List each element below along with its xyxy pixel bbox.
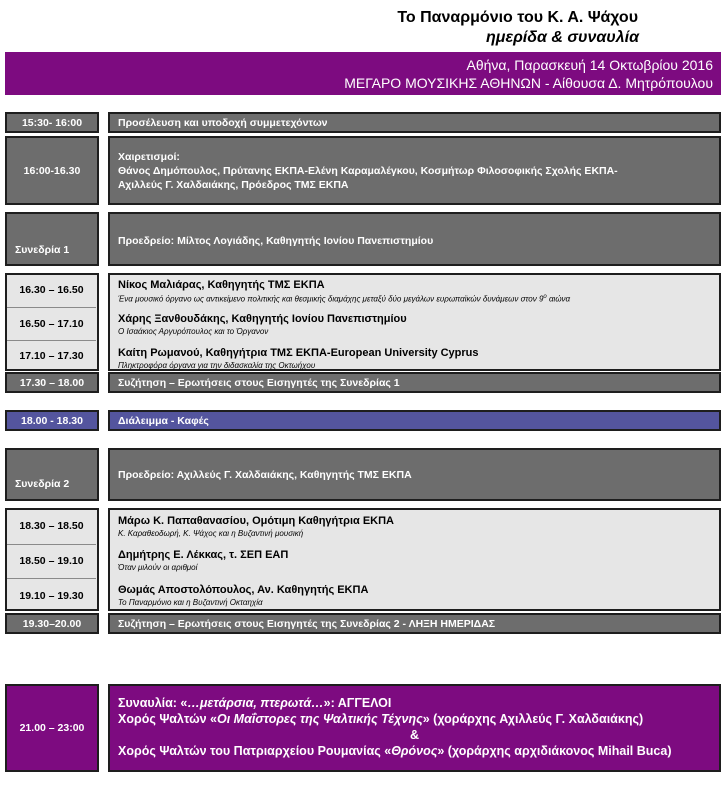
discussion-time-text: 19.30–20.00 <box>22 617 82 630</box>
concert-text: » (χοράρχης αρχιδιάκονος Mihail Buca) <box>437 744 672 758</box>
divider <box>7 307 96 308</box>
concert-ampersand: & <box>409 728 420 742</box>
arrival-time-text: 15:30- 16:00 <box>21 116 83 129</box>
session1-label-text: Συνεδρία 1 <box>15 244 70 256</box>
break-time <box>5 410 99 431</box>
talk-item <box>118 583 711 608</box>
talk-time: 18.30 – 18.50 <box>19 520 84 532</box>
talk-speaker: Μάρω Κ. Παπαθανασίου, Ομότιμη Καθηγήτρια ΕΚΠΑ <box>118 515 395 527</box>
arrival-row <box>108 112 721 133</box>
talk-speaker: Καίτη Ρωμανού, Καθηγήτρια ΤΜΣ ΕΚΠΑ-European University Cyprus <box>118 347 479 359</box>
talk-time: 16.30 – 16.50 <box>19 284 84 296</box>
talk-time: 16.50 – 17.10 <box>19 318 84 330</box>
session2-discussion <box>108 613 721 634</box>
discussion-text: Συζήτηση – Ερωτήσεις στους Εισηγητές της Συνεδρίας 1 <box>118 377 400 389</box>
talk-topic: Κ. Καραθεοδωρή, Κ. Ψάχος και η Βυζαντινή μουσική <box>118 529 304 538</box>
break-row <box>108 410 721 431</box>
talk-item <box>118 312 711 346</box>
concert-line-1 <box>118 695 711 711</box>
talk-item <box>118 548 711 583</box>
concert-line-2 <box>118 711 711 727</box>
session2-talks-block <box>108 508 721 611</box>
concert-text: »: ΑΓΓΕΛΟΙ <box>323 696 392 710</box>
topic-superscript: ο <box>543 294 547 300</box>
greetings-time <box>5 136 99 205</box>
talk-topic: Όταν μιλούν οι αριθμοί <box>118 563 198 572</box>
session2-discussion-time <box>5 613 99 634</box>
session2-label <box>5 448 99 501</box>
session1-chair <box>108 212 721 266</box>
event-subtitle: ημερίδα & συναυλία <box>486 29 639 46</box>
talk-topic: Ο Ισαάκιος Αργυρόπουλος και το Όργανον <box>118 327 269 336</box>
talk-item <box>118 514 711 548</box>
concert-block <box>108 684 721 772</box>
event-title: Το Παναρμόνιο του Κ. Α. Ψάχου <box>397 9 638 26</box>
talk-time: 17.10 – 17.30 <box>19 350 84 362</box>
greetings-line-2: Αχιλλεύς Γ. Χαλδαιάκης, Πρόεδρος ΤΜΣ ΕΚΠΑ <box>118 179 349 191</box>
session1-discussion-time <box>5 372 99 393</box>
session2-label-text: Συνεδρία 2 <box>15 478 70 490</box>
talk-topic: Το Παναρμόνιο και η Βυζαντινή Οκταηχία <box>118 598 263 607</box>
break-time-text: 18.00 - 18.30 <box>21 414 83 427</box>
talk-item <box>118 346 711 371</box>
concert-italic: Θρόνος <box>391 744 438 758</box>
date-venue-banner <box>5 52 721 95</box>
date-line: Αθήνα, Παρασκευή 14 Οκτωβρίου 2016 <box>466 57 713 73</box>
concert-italic: Οι Μαΐστορες της Ψαλτικής Τέχνης <box>217 712 423 726</box>
session2-chair <box>108 448 721 501</box>
concert-time-text: 21.00 – 23:00 <box>19 722 85 734</box>
greetings-title: Χαιρετισμοί: <box>118 151 180 163</box>
talk-topic <box>118 292 711 305</box>
talk-speaker: Θωμάς Αποστολόπουλος, Αν. Καθηγητής ΕΚΠΑ <box>118 584 369 596</box>
talk-speaker: Χάρης Ξανθουδάκης, Καθηγητής Ιονίου Πανεπιστημίου <box>118 313 407 325</box>
discussion-text: Συζήτηση – Ερωτήσεις στους Εισηγητές της Συνεδρίας 2 - ΛΗΞΗ ΗΜΕΡΙΔΑΣ <box>118 618 496 630</box>
session1-discussion <box>108 372 721 393</box>
topic-end: αιώνα <box>546 294 571 304</box>
talk-topic-text: Ένα μουσικό όργανο ως αντικείμενο πολιτικής και θεσμικής διαμάχης μεταξύ δύο μεγάλων ευρωπαϊκών δυνάμεων στον 9 <box>118 294 544 304</box>
arrival-text: Προσέλευση και υποδοχή συμμετεχόντων <box>118 117 328 129</box>
greetings-block <box>108 136 721 205</box>
talk-topic: Πληκτροφόρα όργανα για την διδασκαλία της Οκτωήχου <box>118 361 316 370</box>
session1-chair-text: Προεδρείο: Μίλτος Λογιάδης, Καθηγητής Ιονίου Πανεπιστημίου <box>118 235 434 247</box>
concert-text: » (χοράρχης Αχιλλεύς Γ. Χαλδαιάκης) <box>422 712 644 726</box>
venue-line: ΜΕΓΑΡΟ ΜΟΥΣΙΚΗΣ ΑΘΗΝΩΝ - Αίθουσα Δ. Μητρόπουλου <box>344 75 713 91</box>
talk-time: 19.10 – 19.30 <box>19 590 84 602</box>
session1-talks-block <box>108 273 721 371</box>
concert-text: Συναυλία: « <box>118 696 188 710</box>
concert-line-4 <box>118 743 711 759</box>
break-text: Διάλειμμα - Καφές <box>118 415 209 427</box>
talk-item <box>118 278 711 312</box>
divider <box>7 340 96 341</box>
talk-time: 18.50 – 19.10 <box>19 555 84 567</box>
concert-text: Χορός Ψαλτών του Πατριαρχείου Ρουμανίας « <box>118 744 392 758</box>
divider <box>7 544 96 545</box>
session2-chair-text: Προεδρείο: Αχιλλεύς Γ. Χαλδαιάκης, Καθηγητής ΤΜΣ ΕΚΠΑ <box>118 469 412 481</box>
session1-label <box>5 212 99 266</box>
concert-text: Χορός Ψαλτών « <box>118 712 218 726</box>
concert-italic: …μετάρσια, πτερωτά… <box>187 696 324 710</box>
divider <box>7 578 96 579</box>
talk-speaker: Δημήτρης Ε. Λέκκας, τ. ΣΕΠ ΕΑΠ <box>118 549 289 561</box>
talk-speaker: Νίκος Μαλιάρας, Καθηγητής ΤΜΣ ΕΚΠΑ <box>118 279 325 291</box>
greetings-line-1: Θάνος Δημόπουλος, Πρύτανης ΕΚΠΑ-Ελένη Καραμαλέγκου, Κοσμήτωρ Φιλοσοφικής Σχολής ΕΚΠΑ- <box>118 165 618 177</box>
arrival-time <box>5 112 99 133</box>
greetings-time-text: 16:00-16.30 <box>23 164 81 177</box>
discussion-time-text: 17.30 – 18.00 <box>19 376 85 389</box>
concert-time <box>5 684 99 772</box>
